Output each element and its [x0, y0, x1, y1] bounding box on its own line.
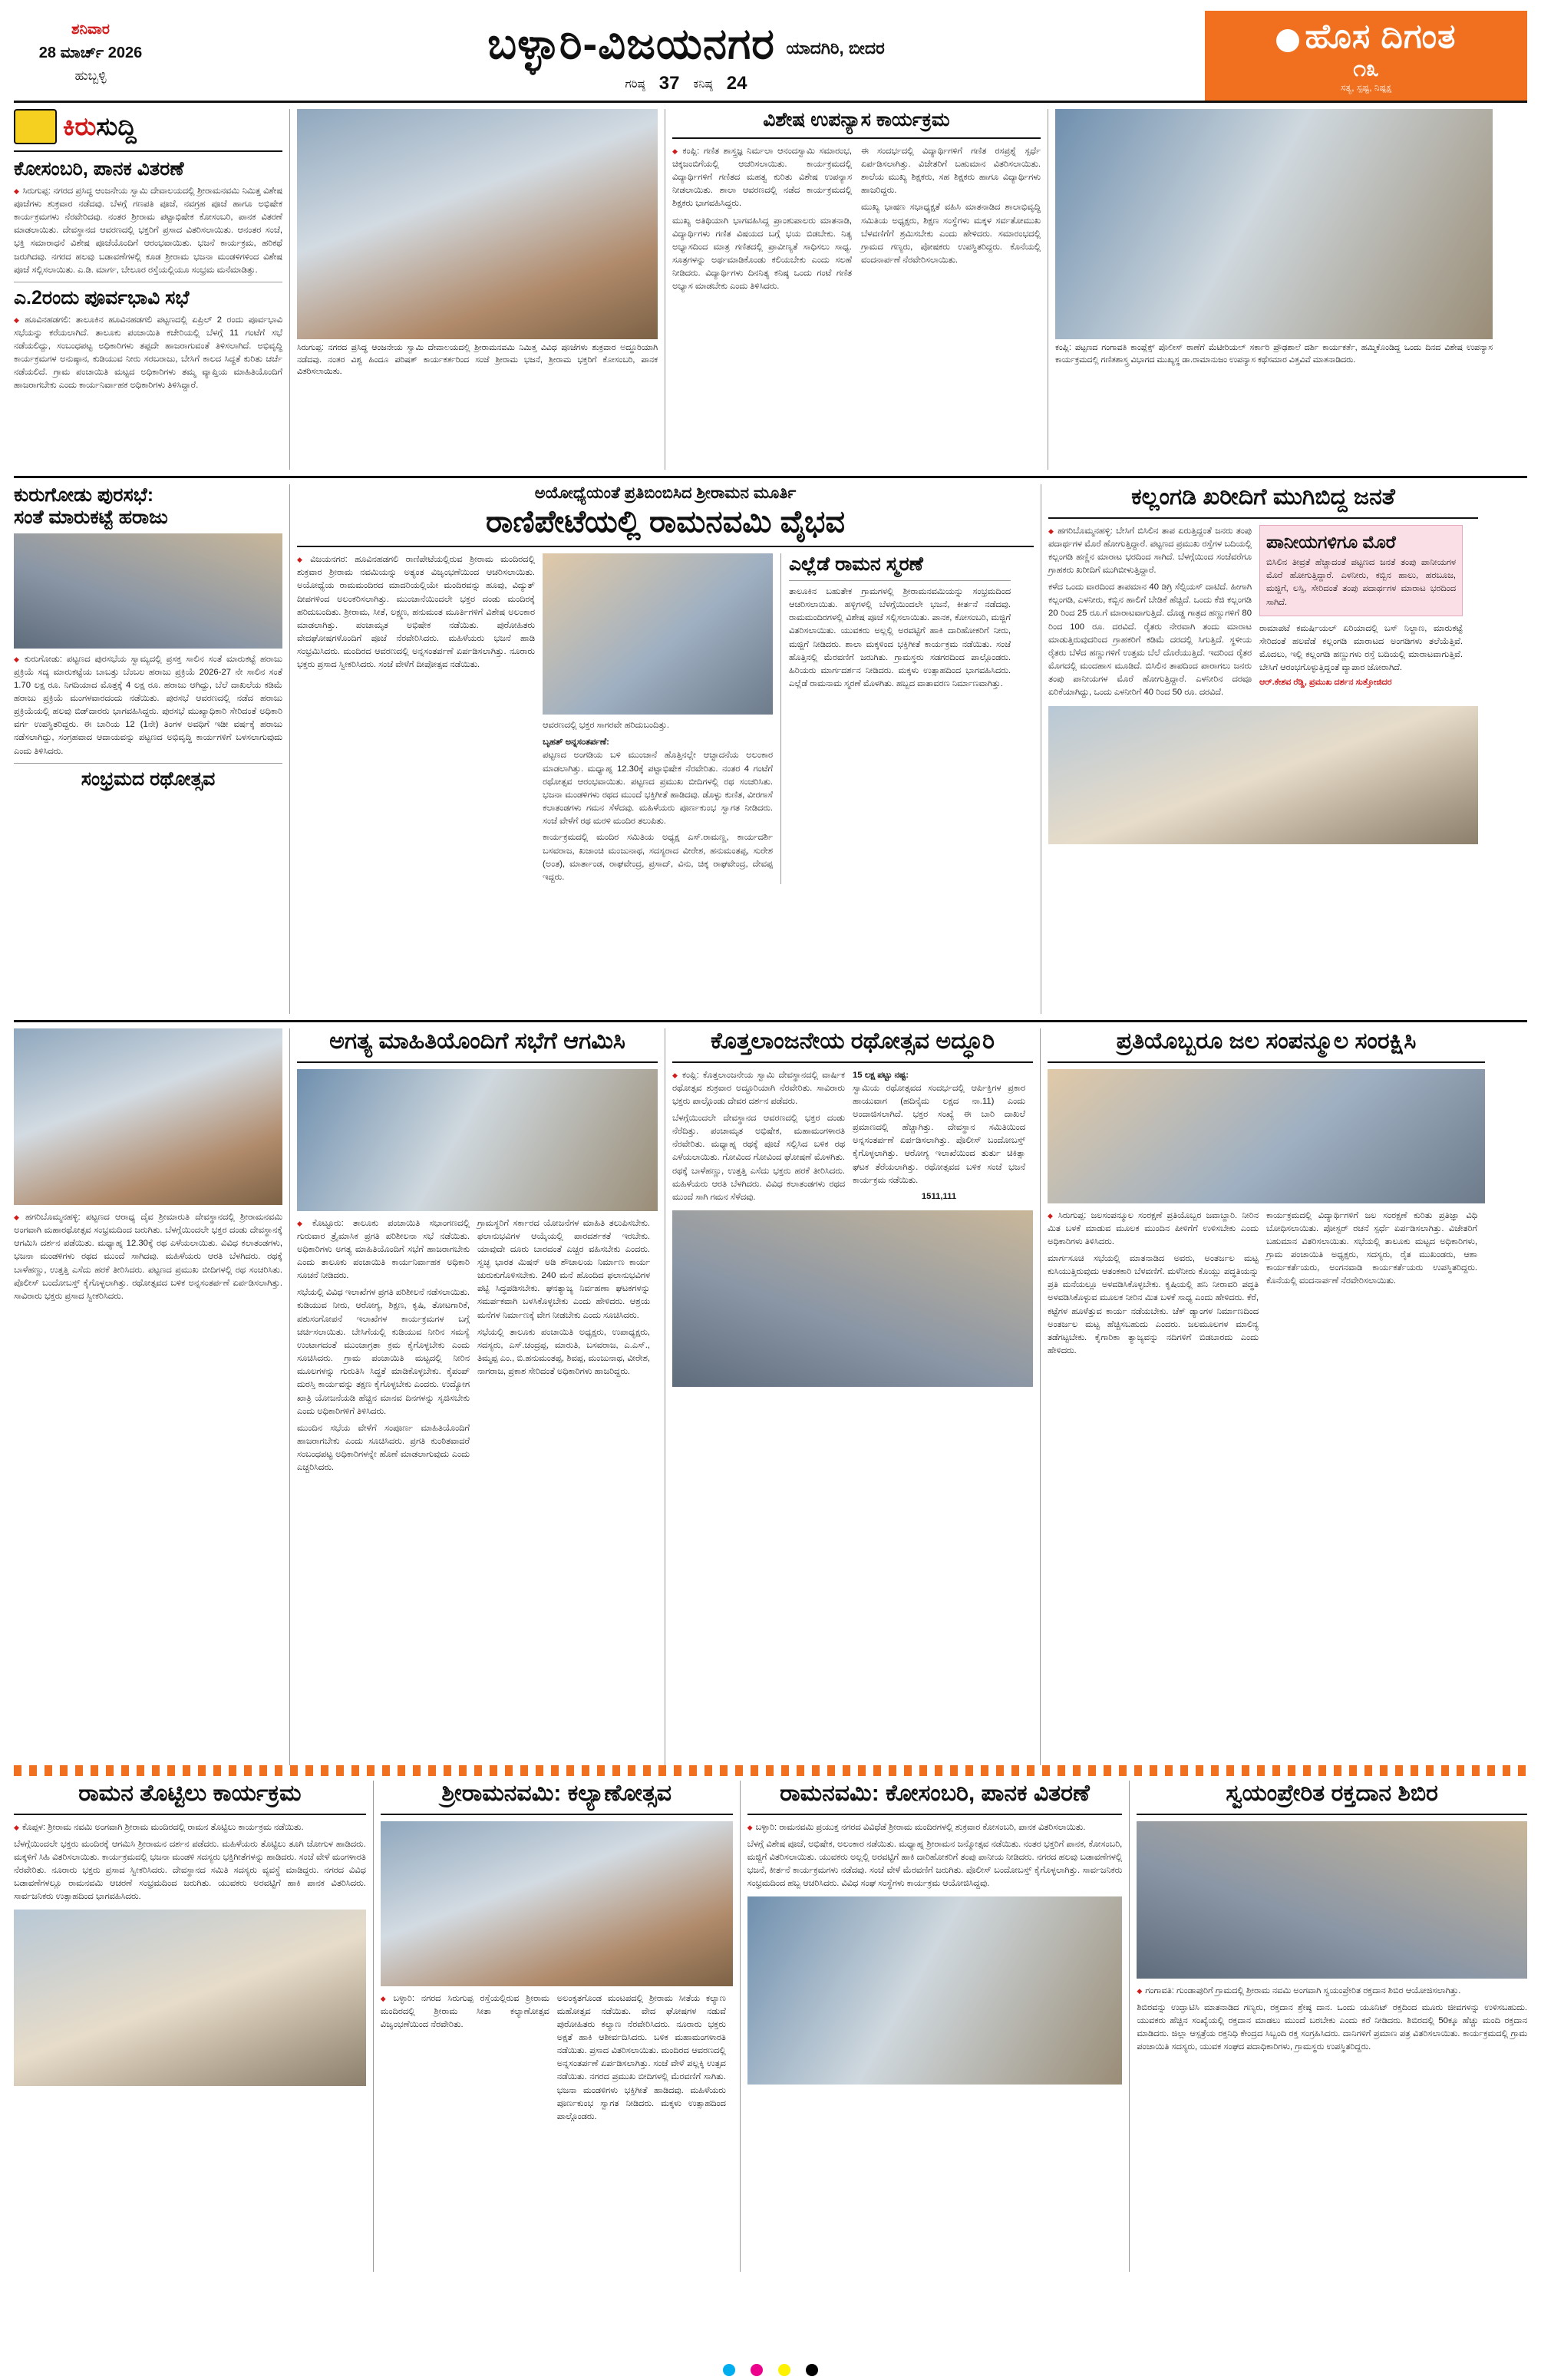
- rathotsava-subhead: 15 ಲಕ್ಷ ಪಟ್ಟು ನಷ್ಟ:: [853, 1070, 909, 1080]
- bottom-article-1: [14, 1781, 366, 2272]
- rama-col2-text2: ಕಾರ್ಯಕ್ರಮದಲ್ಲಿ ಮಂದಿರ ಸಮಿತಿಯ ಅಧ್ಯಕ್ಷ ಎಸ್.ರಾಮಣ್ಣ, ಕಾರ್ಯದರ್ಶಿ ಬಸವರಾಜ, ಖಜಾಂಚಿ ಮಂಜುನಾಥ, ಸದಸ್ಯರಾದ ವೀರೇಶ, ಹನುಮಂತಪ್ಪ, ಸುರೇಶ (ಅಂತ), ಮಾರ್ತಾಂಡ, ರಾಘವೇಂದ್ರ, ಪ್ರಸಾದ್, ವಿನು, ಚಿಕ್ಕ ರಾಘವೇಂದ್ರ, ದೇವಪ್ಪ ಇದ್ದರು.: [543, 833, 773, 882]
- sabhe-article: [297, 1028, 658, 1765]
- water-c1: ಮಾರ್ಗಸೂಚಿ ಸಭೆಯಲ್ಲಿ ಮಾತನಾಡಿದ ಅವರು, ಅಂತರ್ಜಲ ಮಟ್ಟ ಕುಸಿಯುತ್ತಿರುವುದು ಆತಂಕಕಾರಿ ಬೆಳವಣಿಗೆ. ಮಳೆನೀರು ಕೊಯ್ಲು ಪದ್ಧತಿಯನ್ನು ಪ್ರತಿ ಮನೆಯಲ್ಲೂ ಅಳವಡಿಸಿಕೊಳ್ಳಬೇಕು. ಕೃಷಿಯಲ್ಲಿ ಹನಿ ನೀರಾವರಿ ಪದ್ಧತಿ ಅಳವಡಿಸಿಕೊಳ್ಳುವ ಮೂಲಕ ನೀರಿನ ಮಿತ ಬಳಕೆ ಸಾಧ್ಯ ಎಂದು ಹೇಳಿದರು. ಕೆರೆ, ಕಟ್ಟೆಗಳ ಹೂಳೆತ್ತುವ ಕಾರ್ಯ ನಡೆಯಬೇಕು. ಚೆಕ್ ಡ್ಯಾಂಗಳ ನಿರ್ಮಾಣದಿಂದ ಅಂತರ್ಜಲ ಮಟ್ಟ ಹೆಚ್ಚಿಸಬಹುದು ಎಂದರು. ಜಲಮೂಲಗಳ ಮಾಲಿನ್ಯ ತಡೆಗಟ್ಟಬೇಕು. ಕೈಗಾರಿಕಾ ತ್ಯಾಜ್ಯವನ್ನು ನದಿಗಳಿಗೆ ಬಿಡಬಾರದು ಎಂದು ಹೇಳಿದರು.: [1048, 1253, 1259, 1356]
- rama-idol-photo: [543, 553, 773, 715]
- paniyagalu-box: [1259, 525, 1463, 616]
- kirusuddi-column: [14, 109, 282, 470]
- kirusuddi-column-2: [14, 484, 282, 1014]
- bottom-article-2: [381, 1781, 733, 2272]
- top-photo: [297, 109, 658, 339]
- upanyasa-headline: ವಿಶೇಷ ಉಪನ್ಯಾಸ ಕಾರ್ಯಕ್ರಮ: [763, 109, 950, 130]
- watermelon-headline: ಕಲ್ಲಂಗಡಿ ಖರೀದಿಗೆ ಮುಗಿಬಿದ್ದ ಜನತೆ: [1131, 484, 1395, 510]
- kirusuddi-brand-part1: ಕಿರು: [63, 111, 97, 140]
- bottom1-headline: ರಾಮನ ತೊಟ್ಟಿಲು ಕಾರ್ಯಕ್ರಮ: [78, 1781, 302, 1806]
- rathotsava-byline: ◆ ಕಂಪ್ಲಿ: ಕೊತ್ತಲಾಂಜನೇಯ ಸ್ವಾಮಿ ದೇವಸ್ಥಾನದಲ್ಲಿ ವಾರ್ಷಿಕ ರಥೋತ್ಸವ ಶುಕ್ರವಾರ ಅದ್ಧೂರಿಯಾಗಿ ನೆರವೇರಿತು. ಸಾವಿರಾರು ಭಕ್ತರು ಪಾಲ್ಗೊಂಡು ದೇವರ ದರ್ಶನ ಪಡೆದರು.: [672, 1069, 845, 1108]
- water-article: [1048, 1028, 1485, 1765]
- rathotsava-article: [672, 1028, 1033, 1765]
- masthead-city: ಹುಬ್ಬಳ್ಳಿ: [74, 68, 107, 83]
- bottom2-headline: ಶ್ರೀರಾಮನವಮಿ: ಕಲ್ಯಾಣೋತ್ಸವ: [441, 1781, 672, 1806]
- sabhe-c1b: ಮುಂದಿನ ಸಭೆಯ ವೇಳೆಗೆ ಸಂಪೂರ್ಣ ಮಾಹಿತಿಯೊಂದಿಗೆ ಹಾಜರಾಗಬೇಕು ಎಂದು ಸೂಚಿಸಿದರು. ಪ್ರಗತಿ ಕುಂಠಿತವಾದರೆ ಸಂಬಂಧಪಟ್ಟ ಅಧಿಕಾರಿಗಳನ್ನೇ ಹೊಣೆ ಮಾಡಲಾಗುವುದು ಎಂದು ಎಚ್ಚರಿಸಿದರು.: [297, 1423, 470, 1473]
- bottom2-photo: [381, 1821, 733, 1986]
- bottom4-photo: [1137, 1821, 1527, 1979]
- police-photo-block: [1055, 109, 1493, 470]
- kurugodu-photo: [14, 533, 282, 649]
- paniyagalu-text: ಬಿಸಿಲಿನ ತೀವ್ರತೆ ಹೆಚ್ಚಾದಂತೆ ಪಟ್ಟಣದ ಜನತೆ ತಂಪು ಪಾನೀಯಗಳ ಮೊರೆ ಹೋಗುತ್ತಿದ್ದಾರೆ. ಎಳನೀರು, ಕಬ್ಬಿನ ಹಾಲು, ಹರಬೂಜ, ಮಜ್ಜಿಗೆ, ಲಸ್ಸಿ, ಸೇರಿದಂತೆ ತಂಪು ಪದಾರ್ಥಗಳ ಮಾರಾಟ ಭರದಿಂದ ಸಾಗಿದೆ.: [1266, 558, 1456, 607]
- sabhe-byline: ◆ ಕೊಟ್ಟೂರು: ತಾಲೂಕು ಪಂಚಾಯಿತಿ ಸಭಾಂಗಣದಲ್ಲಿ ಗುರುವಾರ ತ್ರೈಮಾಸಿಕ ಪ್ರಗತಿ ಪರಿಶೀಲನಾ ಸಭೆ ನಡೆಯಿತು. ಅಧಿಕಾರಿಗಳು ಅಗತ್ಯ ಮಾಹಿತಿಯೊಂದಿಗೆ ಸಭೆಗೆ ಹಾಜರಾಗಬೇಕು ಎಂದು ತಾಲೂಕು ಪಂಚಾಯಿತಿ ಕಾರ್ಯನಿರ್ವಾಹಕ ಅಧಿಕಾರಿ ಸೂಚನೆ ನೀಡಿದರು.: [297, 1217, 470, 1283]
- black-dot: [806, 2364, 818, 2376]
- magenta-dot: [751, 2364, 763, 2376]
- bottom4-headline: ಸ್ವಯಂಪ್ರೇರಿತ ರಕ್ತದಾನ ಶಿಬಿರ: [1226, 1781, 1438, 1806]
- sabhe-photo: [297, 1069, 658, 1211]
- kurugodu-text: ◆ ಕುರುಗೋಡು: ಪಟ್ಟಣದ ಪುರಸಭೆಯ ಸ್ವಾಮ್ಯದಲ್ಲಿ ಪ್ರಸಕ್ತ ಸಾಲಿನ ಸಂತೆ ಮಾರುಕಟ್ಟೆ ಹರಾಜು ಪ್ರಕ್ರಿಯೆ ಸದ್ಯ ಮಾರುಕಟ್ಟೆಯ ಬಾಬತ್ತು ಬೆಂಬಲ ಹರಾಜು ಪ್ರಕ್ರಿಯೆ 2026-27 ನೇ ಸಾಲಿನ ಸಂತೆ 1.70 ಲಕ್ಷ ರೂ. ನಿಗದಿಯಾದ ಮೊತ್ತಕ್ಕೆ 4 ಲಕ್ಷ ರೂ. ಹರಾಜು ಆಗಿದ್ದು, ಬೆಲೆ ದಾಖಲೆಯ ಕಡಿಮೆ ಹರಾಜು ಪ್ರಕ್ರಿಯೆ ಮಂಗಳವಾರದಂದು ನಡೆಯಿತು. ಪುರಸಭೆ ಆವರಣದಲ್ಲಿ ನಡೆದ ಹರಾಜು ಪ್ರಕ್ರಿಯೆಯಲ್ಲಿ ಹಲವು ಬಿಡ್‌ದಾರರು ಭಾಗವಹಿಸಿದ್ದರು. ಪುರಸಭೆ ಮುಖ್ಯಾಧಿಕಾರಿ ಸೇರಿದಂತೆ ಅಧಿಕಾರಿ ವರ್ಗ ಉಪಸ್ಥಿತರಿದ್ದರು. ಈ ಬಾರಿಯ 12 (1ನೇ) ತಿಂಗಳ ಅವಧಿಗೆ ಇಡೀ ವರ್ಷಕ್ಕೆ ಹರಾಜು ನಡೆಸಲಾಗಿದ್ದು, ಸಂಗ್ರಹವಾದ ಆದಾಯವನ್ನು ಪಟ್ಟಣದ ಅಭಿವೃದ್ಧಿ ಕಾರ್ಯಗಳಿಗೆ ಬಳಸಲಾಗುವುದು ಎಂದು ತಿಳಿಸಿದರು.: [14, 653, 282, 758]
- page-subtitle: ಯಾದಗಿರಿ, ಬೀದರ: [786, 38, 885, 58]
- rama-kicker: ಅಯೋಧ್ಯೆಯಂತೆ ಪ್ರತಿಬಿಂಬಿಸಿದ ಶ್ರೀರಾಮನ ಮೂರ್ತಿ: [534, 484, 797, 502]
- cyan-dot: [723, 2364, 735, 2376]
- bottom-article-4: [1137, 1781, 1527, 2272]
- upanyasa-p1: ◆ ಕಂಪ್ಲಿ: ಗಣಿತ ಶಾಸ್ತ್ರಜ್ಞ ನಿರ್ಮಲಾ ಆನಂದಸ್ವಾಮಿ ಸಮಾರಂಭ, ಚಿಕ್ಕಜಂಬಿಗೆಯಲ್ಲಿ ಆಚರಿಸಲಾಯಿತು. ಕಾರ್ಯಕ್ರಮದಲ್ಲಿ ವಿದ್ಯಾರ್ಥಿಗಳಿಗೆ ಗಣಿತದ ಮಹತ್ವ ಕುರಿತು ವಿಶೇಷ ಉಪನ್ಯಾಸ ನೀಡಲಾಯಿತು. ಶಾಲಾ ಆವರಣದಲ್ಲಿ ನಡೆದ ಕಾರ್ಯಕ್ರಮದಲ್ಲಿ ಶಿಕ್ಷಕರು ಭಾಗವಹಿಸಿದ್ದರು.: [672, 145, 852, 211]
- bottom3-headline: ರಾಮನವಮಿ: ಕೋಸಂಬರಿ, ಪಾನಕ ವಿತರಣೆ: [780, 1781, 1090, 1806]
- weather-max-label: ಗರಿಷ್ಠ: [625, 77, 645, 91]
- yellow-dot: [778, 2364, 790, 2376]
- publication-logo[interactable]: [1205, 11, 1527, 101]
- rama-headline: ರಾಣಿಪೇಟೆಯಲ್ಲಿ ರಾಮನವಮಿ ವೈಭವ: [485, 505, 846, 540]
- watermelon-quote-author: ಆರ್.ಕೇಶವ ರೆಡ್ಡಿ, ಪ್ರಮುಖ ದರ್ಶನ ಸುತ್ತೋಜಿದರ: [1259, 678, 1392, 688]
- masthead: [14, 11, 1527, 103]
- hand-icon: [14, 109, 57, 144]
- bottom4-byline: ◆ ಗಂಗಾವತಿ: ಗುಂಡಾಪುರಿಗೆ ಗ್ರಾಮದಲ್ಲಿ ಶ್ರೀರಾಮ ನವಮಿ ಅಂಗವಾಗಿ ಸ್ವಯಂಪ್ರೇರಿತ ರಕ್ತದಾನ ಶಿಬಿರ ಆಯೋಜಿಸಲಾಗಿತ್ತು.: [1137, 1985, 1527, 1998]
- registration-marks: [0, 2360, 1541, 2380]
- sambrama-photo: [14, 1028, 282, 1205]
- sabhe-headline: ಅಗತ್ಯ ಮಾಹಿತಿಯೊಂದಿಗೆ ಸಭೆಗೆ ಆಗಮಿಸಿ: [329, 1028, 625, 1054]
- logo-tagline: ಸತ್ಯ, ಸ್ಪಷ್ಟ, ನಿಷ್ಪಕ್ಷ: [1340, 82, 1392, 93]
- bottom2-text: ಅಲಂಕೃತಗೊಂಡ ಮಂಟಪದಲ್ಲಿ ಶ್ರೀರಾಮ ಸೀತೆಯ ಕಲ್ಯಾಣ ಮಹೋತ್ಸವ ನಡೆಯಿತು. ವೇದ ಘೋಷಗಳ ನಡುವೆ ಪುರೋಹಿತರು ಕಲ್ಯಾಣ ನೆರವೇರಿಸಿದರು. ನೂರಾರು ಭಕ್ತರು ಅಕ್ಷತೆ ಹಾಕಿ ಆಶೀರ್ವದಿಸಿದರು. ಬಳಿಕ ಮಹಾಮಂಗಳಾರತಿ ನಡೆಯಿತು. ಪ್ರಸಾದ ವಿತರಿಸಲಾಯಿತು. ಮಂದಿರದ ಆವರಣದಲ್ಲಿ ಅನ್ನಸಂತರ್ಪಣೆ ಏರ್ಪಡಿಸಲಾಗಿತ್ತು. ಸಂಜೆ ವೇಳೆ ಪಲ್ಲಕ್ಕಿ ಉತ್ಸವ ನಡೆಯಿತು. ನಗರದ ಪ್ರಮುಖ ಬೀದಿಗಳಲ್ಲಿ ಮೆರವಣಿಗೆ ಸಾಗಿತು. ಭಜನಾ ಮಂಡಳಿಗಳು ಭಕ್ತಿಗೀತೆ ಹಾಡಿದವು. ಮಹಿಳೆಯರು ಪೂರ್ಣಕುಂಭ ಸ್ವಾಗತ ನೀಡಿದರು. ಮಕ್ಕಳು ಉತ್ಸಾಹದಿಂದ ಪಾಲ್ಗೊಂಡರು.: [556, 1993, 726, 2121]
- water-byline: ◆ ಸಿರುಗುಪ್ಪ: ಜಲಸಂಪನ್ಮೂಲ ಸಂರಕ್ಷಣೆ ಪ್ರತಿಯೊಬ್ಬರ ಜವಾಬ್ದಾರಿ. ನೀರಿನ ಮಿತ ಬಳಕೆ ಮಾಡುವ ಮೂಲಕ ಮುಂದಿನ ಪೀಳಿಗೆಗೆ ಉಳಿಸಬೇಕು ಎಂದು ಅಧಿಕಾರಿಗಳು ತಿಳಿಸಿದರು.: [1048, 1210, 1259, 1249]
- rathotsava-amount: 1511,111: [921, 1191, 957, 1201]
- masthead-dayname: ಶನಿವಾರ: [71, 21, 110, 38]
- kurugodu-headline-l2: ಸಂತೆ ಮಾರುಕಟ್ಟೆ ಹರಾಜು: [14, 506, 168, 528]
- rama-col2-text: ಪಟ್ಟಣದ ಅಂಗಡಿಯ ಬಳಿ ಮುಂಜಾನೆ ಹೊತ್ತಿನಲ್ಲೇ ಆಚ್ಛಾದನೆಯ ಅಲಂಕಾರ ಮಾಡಲಾಗಿತ್ತು. ಮಧ್ಯಾಹ್ನ 12.30ಕ್ಕೆ ಪಟ್ಟಾಭಿಷೇಕ ನೆರವೇರಿತು. ನಂತರ 4 ಗಂಟೆಗೆ ರಥೋತ್ಸವ ಆರಂಭವಾಯಿತು. ಪಟ್ಟಣದ ಪ್ರಮುಖ ಬೀದಿಗಳಲ್ಲಿ ರಥ ಸಂಚರಿಸಿತು. ಭಜನಾ ಮಂಡಳಿಗಳು ರಥದ ಮುಂದೆ ಭಕ್ತಿಗೀತೆ ಹಾಡಿದವು. ಡೊಳ್ಳು ಕುಣಿತ, ವೀರಗಾಸೆ ಕಲಾತಂಡಗಳು ಗಮನ ಸೆಳೆದವು. ಮಹಿಳೆಯರು ಪೂರ್ಣಕುಂಭ ಸ್ವಾಗತ ನೀಡಿದರು. ಸಂಜೆ ವೇಳೆಗೆ ರಥ ಮರಳಿ ಮಂದಿರ ತಲುಪಿತು.: [543, 751, 773, 827]
- bottom1-photo: [14, 1910, 366, 2086]
- rathotsava-small-headline: ಸಂಭ್ರಮದ ರಥೋತ್ಸವ: [81, 767, 216, 790]
- water-c2: ಕಾರ್ಯಕ್ರಮದಲ್ಲಿ ವಿದ್ಯಾರ್ಥಿಗಳಿಗೆ ಜಲ ಸಂರಕ್ಷಣೆ ಕುರಿತು ಪ್ರತಿಜ್ಞಾ ವಿಧಿ ಬೋಧಿಸಲಾಯಿತು. ಪೋಸ್ಟರ್ ರಚನೆ ಸ್ಪರ್ಧೆ ಏರ್ಪಡಿಸಲಾಗಿತ್ತು. ವಿಜೇತರಿಗೆ ಬಹುಮಾನ ವಿತರಿಸಲಾಯಿತು. ಸಭೆಯಲ್ಲಿ ತಾಲೂಕು ಮಟ್ಟದ ಅಧಿಕಾರಿಗಳು, ಗ್ರಾಮ ಪಂಚಾಯಿತಿ ಅಧ್ಯಕ್ಷರು, ಸದಸ್ಯರು, ರೈತ ಮುಖಂಡರು, ಆಶಾ ಕಾರ್ಯಕರ್ತೆಯರು, ಅಂಗನವಾಡಿ ಕಾರ್ಯಕರ್ತೆಯರು ಉಪಸ್ಥಿತರಿದ್ದರು. ಕೊನೆಯಲ್ಲಿ ವಂದನಾರ್ಪಣೆ ನೆರವೇರಿಸಲಾಯಿತು.: [1266, 1210, 1477, 1286]
- police-photo-caption: ಕಂಪ್ಲಿ: ಪಟ್ಟಣದ ಗಂಗಾವತಿ ಕಾಂಪ್ಲೆಕ್ಸ್ ಪೊಲೀಸ್ ಠಾಣೆಗೆ ಮೆಟೀರಿಯಲ್ ಸರ್ಕಾರಿ ಪ್ರೌಢಶಾಲೆ ದರ್ಶಿ ಕಾರ್ಯಕರ್ತೆ, ಹಮ್ಮಿಕೊಂಡಿದ್ದ ಒಂದು ದಿನದ ವಿಶೇಷ ಉಪನ್ಯಾಸ ಕಾರ್ಯಕ್ರಮದಲ್ಲಿ ಗಣಿತಶಾಸ್ತ್ರ ವಿಭಾಗದ ಮುಖ್ಯಸ್ಥ ಡಾ.ರಾಮಾನುಜಂ ಉಪನ್ಯಾಸ ಕಥೆಸಮಾರ ವಿತ್ತವಿವೆ ಮಾತನಾಡಿದರು.: [1055, 343, 1493, 365]
- sambrama-column: [14, 1028, 282, 1765]
- sabhe-c2: ಗ್ರಾಮಸ್ಥರಿಗೆ ಸರ್ಕಾರದ ಯೋಜನೆಗಳ ಮಾಹಿತಿ ತಲುಪಿಸಬೇಕು. ಫಲಾನುಭವಿಗಳ ಆಯ್ಕೆಯಲ್ಲಿ ಪಾರದರ್ಶಕತೆ ಇರಬೇಕು. ಯಾವುದೇ ದೂರು ಬಾರದಂತೆ ಎಚ್ಚರ ವಹಿಸಬೇಕು ಎಂದರು. ಸ್ವಚ್ಛ ಭಾರತ ಮಿಷನ್ ಅಡಿ ಶೌಚಾಲಯ ನಿರ್ಮಾಣ ಕಾರ್ಯ ಚುರುಕುಗೊಳಿಸಬೇಕು. 240 ಮನೆ ಹೊಂದಿದ ಫಲಾನುಭವಿಗಳ ಪಟ್ಟಿ ಸಿದ್ಧಪಡಿಸಬೇಕು. ಘನತ್ಯಾಜ್ಯ ನಿರ್ವಹಣಾ ಘಟಕಗಳನ್ನು ಸಮರ್ಪಕವಾಗಿ ಬಳಸಿಕೊಳ್ಳಬೇಕು ಎಂದು ಹೇಳಿದರು. ಆಶ್ರಯ ಮನೆಗಳ ನಿರ್ಮಾಣಕ್ಕೆ ವೇಗ ನೀಡಬೇಕು ಎಂದು ಸೂಚಿಸಿದರು.: [477, 1218, 650, 1320]
- watermelon-byline: ◆ ಹಗರಿಬೊಮ್ಮನಹಳ್ಳಿ: ಬೇಸಿಗೆ ಬಿಸಿಲಿನ ತಾಪ ಏರುತ್ತಿದ್ದಂತೆ ಜನರು ತಂಪು ಪದಾರ್ಥಗಳ ಮೊರೆ ಹೋಗುತ್ತಿದ್ದಾರೆ. ಪಟ್ಟಣದ ಪ್ರಮುಖ ರಸ್ತೆಗಳ ಬದಿಯಲ್ಲಿ ಕಲ್ಲಂಗಡಿ ಹಣ್ಣಿನ ಮಾರಾಟ ಭರದಿಂದ ಸಾಗಿದೆ. ಬೆಳಗ್ಗೆಯಿಂದ ಸಂಜೆವರೆಗೂ ಗ್ರಾಹಕರು ಖರೀದಿಗೆ ಮುಗಿಬೀಳುತ್ತಿದ್ದಾರೆ.: [1048, 525, 1252, 578]
- bottom1-text: ಬೆಳಗ್ಗೆಯಿಂದಲೇ ಭಕ್ತರು ಮಂದಿರಕ್ಕೆ ಆಗಮಿಸಿ ಶ್ರೀರಾಮನ ದರ್ಶನ ಪಡೆದರು. ಮಹಿಳೆಯರು ತೊಟ್ಟಿಲು ತೂಗಿ ಜೋಗುಳ ಹಾಡಿದರು. ಮಕ್ಕಳಿಗೆ ಸಿಹಿ ವಿತರಿಸಲಾಯಿತು. ಕಾರ್ಯಕ್ರಮದಲ್ಲಿ ಭಜನಾ ಮಂಡಳಿ ಸದಸ್ಯರು ಭಕ್ತಿಗೀತೆಗಳನ್ನು ಹಾಡಿದರು. ಸಂಜೆ ವೇಳೆ ಮಂಗಳಾರತಿ ನೆರವೇರಿತು. ನೂರಾರು ಭಕ್ತರು ಪ್ರಸಾದ ಸ್ವೀಕರಿಸಿದರು. ದೇವಸ್ಥಾನದ ಸಮಿತಿ ಸದಸ್ಯರು ವ್ಯವಸ್ಥೆ ಮಾಡಿದ್ದರು. ನಗರದ ವಿವಿಧ ಬಡಾವಣೆಗಳಲ್ಲೂ ರಾಮನವಮಿ ಆಚರಣೆ ಸಂಭ್ರಮದಿಂದ ಜರುಗಿತು. ಯುವಕರು ಅರವಟ್ಟಿಗೆ ಹಾಕಿ ಪಾನಕ ವಿತರಿಸಿದರು. ಸಾರ್ವಜನಿಕರು ಉತ್ಸಾಹದಿಂದ ಭಾಗವಹಿಸಿದರು.: [14, 1839, 366, 1902]
- rathotsava-c2: ಸ್ವಾಮಿಯ ರಥೋತ್ಸವದ ಸಂದರ್ಭದಲ್ಲಿ ಆರ್ಪಿಕ್ತಿಗಳ ಪ್ರಕಾರ ಹಾಯುವಾಗ (ಹದಿನೈದು ಲಕ್ಷದ ನಾ.11) ಎಂದು ಅಂದಾಜಿಸಲಾಗಿದೆ. ಭಕ್ತರ ಸಂಖ್ಯೆ ಈ ಬಾರಿ ದಾಖಲೆ ಪ್ರಮಾಣದಲ್ಲಿ ಹೆಚ್ಚಾಗಿತ್ತು. ದೇವಸ್ಥಾನ ಸಮಿತಿಯಿಂದ ಅನ್ನಸಂತರ್ಪಣೆ ಏರ್ಪಡಿಸಲಾಗಿತ್ತು. ಪೊಲೀಸ್ ಬಂದೋಬಸ್ತ್ ಕೈಗೊಳ್ಳಲಾಗಿತ್ತು. ಆರೋಗ್ಯ ಇಲಾಖೆಯಿಂದ ತುರ್ತು ಚಿಕಿತ್ಸಾ ಘಟಕ ತೆರೆಯಲಾಗಿತ್ತು. ರಥೋತ್ಸವದ ಬಳಿಕ ಸಂಜೆ ಭಜನೆ ಕಾರ್ಯಕ್ರಮ ನಡೆಯಿತು.: [853, 1083, 1025, 1185]
- top-photo-caption: ಸಿರುಗುಪ್ಪ: ನಗರದ ಪ್ರಸಿದ್ಧ ಆಂಜನೇಯ ಸ್ವಾಮಿ ದೇವಾಲಯದಲ್ಲಿ ಶ್ರೀರಾಮನವಮಿ ನಿಮಿತ್ತ ವಿವಿಧ ಪೂಜೆಗಳು ಶುಕ್ರವಾರ ಅದ್ಧೂರಿಯಾಗಿ ನಡೆದವು. ನಂತರ ವಿಶ್ವ ಹಿಂದೂ ಪರಿಷತ್ ಕಾರ್ಯಕರ್ತರಿಂದ ಸಂಜೆ ಶ್ರೀರಾಮ ಭಜನೆ, ಶ್ರೀರಾಮ ಭಕ್ತರಿಗೆ ಕೋಸಂಬರಿ, ಪಾನಕ ವಿತರಿಸಲಾಯಿತು.: [297, 343, 658, 377]
- logo-edition: ೧೩: [1353, 56, 1379, 81]
- page-title: ಬಳ್ಳಾರಿ-ವಿಜಯನಗರ: [487, 19, 775, 68]
- kirusuddi-item2-text: ◆ ಹೂವಿನಹಡಗಲಿ: ತಾಲೂಕಿನ ಹೂವಿನಹಡಗಲಿ ಪಟ್ಟಣದಲ್ಲಿ ಏಪ್ರಿಲ್ 2 ರಂದು ಪೂರ್ವಭಾವಿ ಸಭೆಯನ್ನು ಕರೆಯಲಾಗಿದೆ. ತಾಲೂಕು ಪಂಚಾಯಿತಿ ಕಚೇರಿಯಲ್ಲಿ ಬೆಳಗ್ಗೆ 11 ಗಂಟೆಗೆ ಸಭೆ ನಡೆಯಲಿದ್ದು, ಸಂಬಂಧಪಟ್ಟ ಅಧಿಕಾರಿಗಳು ತಪ್ಪದೇ ಹಾಜರಾಗುವಂತೆ ತಿಳಿಸಲಾಗಿದೆ. ಅಭಿವೃದ್ಧಿ ಕಾರ್ಯಕ್ರಮಗಳ ಅನುಷ್ಠಾನ, ಕುಡಿಯುವ ನೀರು ಸರಬರಾಜು, ಬೇಸಿಗೆ ಕಾಲದ ಸಿದ್ಧತೆ ಕುರಿತು ಚರ್ಚೆ ನಡೆಯಲಿದೆ. ಗ್ರಾಮ ಪಂಚಾಯಿತಿ ಮಟ್ಟದ ಅಧಿಕಾರಿಗಳು ತಮ್ಮ ವ್ಯಾಪ್ತಿಯ ಮಾಹಿತಿಯೊಂದಿಗೆ ಹಾಜರಾಗಬೇಕು ಎಂದು ಕಾರ್ಯನಿರ್ವಾಹಕ ಅಧಿಕಾರಿಗಳು ತಿಳಿಸಿದ್ದಾರೆ.: [14, 314, 282, 393]
- ellede-box-headline: ಎಲ್ಲೆಡೆ ರಾಮನ ಸ್ಮರಣೆ: [789, 553, 923, 576]
- upanyasa-p3: ಈ ಸಂದರ್ಭದಲ್ಲಿ ವಿದ್ಯಾರ್ಥಿಗಳಿಗೆ ಗಣಿತ ರಸಪ್ರಶ್ನೆ ಸ್ಪರ್ಧೆ ಏರ್ಪಡಿಸಲಾಗಿತ್ತು. ವಿಜೇತರಿಗೆ ಬಹುಮಾನ ವಿತರಿಸಲಾಯಿತು. ಶಾಲೆಯ ಮುಖ್ಯ ಶಿಕ್ಷಕರು, ಸಹ ಶಿಕ್ಷಕರು ಹಾಗೂ ವಿದ್ಯಾರ್ಥಿಗಳು ಹಾಜರಿದ್ದರು.: [861, 146, 1041, 196]
- water-headline: ಪ್ರತಿಯೊಬ್ಬರೂ ಜಲ ಸಂಪನ್ಮೂಲ ಸಂರಕ್ಷಿಸಿ: [1116, 1028, 1417, 1054]
- kurugodu-headline-l1: ಕುರುಗೋಡು ಪುರಸಭೆ:: [14, 484, 154, 506]
- rama-col1-text: ◆ ವಿಜಯನಗರ: ಹೂವಿನಹಡಗಲಿ ರಾಣಿಪೇಟೆಯಲ್ಲಿರುವ ಶ್ರೀರಾಮ ಮಂದಿರದಲ್ಲಿ ಶುಕ್ರವಾರ ಶ್ರೀರಾಮ ನವಮಿಯನ್ನು ಅತ್ಯಂತ ವಿಜೃಂಭಣೆಯಿಂದ ಆಚರಿಸಲಾಯಿತು. ಅಯೋಧ್ಯೆಯ ರಾಮಮಂದಿರದ ಮಾದರಿಯಲ್ಲಿಯೇ ಮಂದಿರವನ್ನು ಹೂವು, ವಿದ್ಯುತ್ ದೀಪಗಳಿಂದ ಅಲಂಕರಿಸಲಾಗಿತ್ತು. ಮುಂಜಾನೆಯಿಂದಲೇ ಭಕ್ತರ ದಂಡು ಮಂದಿರಕ್ಕೆ ಹರಿದುಬಂದಿತು. ಶ್ರೀರಾಮ, ಸೀತೆ, ಲಕ್ಷ್ಮಣ, ಹನುಮಂತ ಮೂರ್ತಿಗಳಿಗೆ ವಿಶೇಷ ಅಲಂಕಾರ ಮಾಡಲಾಗಿತ್ತು. ಪಂಚಾಮೃತ ಅಭಿಷೇಕ ನಡೆಯಿತು. ಪುರೋಹಿತರು ವೇದಘೋಷಗಳೊಂದಿಗೆ ಪೂಜೆ ನೆರವೇರಿಸಿದರು. ಮಹಿಳೆಯರು ಭಜನೆ ಹಾಡಿ ಸಂಭ್ರಮಿಸಿದರು. ಮಂದಿರದ ಆವರಣದಲ್ಲಿ ಅನ್ನಸಂತರ್ಪಣೆ ಏರ್ಪಡಿಸಲಾಗಿತ್ತು. ನೂರಾರು ಭಕ್ತರು ಪ್ರಸಾದ ಸ್ವೀಕರಿಸಿದರು. ಸಂಜೆ ವೇಳೆಗೆ ದೀಪೋತ್ಸವ ನಡೆಯಿತು.: [297, 553, 535, 672]
- kirusuddi-item2-headline: ಎ.2ರಂದು ಪೂರ್ವಭಾವಿ ಸಭೆ: [14, 286, 190, 309]
- ellede-box-text: ತಾಲೂಕಿನ ಬಹುತೇಕ ಗ್ರಾಮಗಳಲ್ಲಿ ಶ್ರೀರಾಮನವಮಿಯನ್ನು ಸಂಭ್ರಮದಿಂದ ಆಚರಿಸಲಾಯಿತು. ಹಳ್ಳಿಗಳಲ್ಲಿ ಬೆಳಗ್ಗೆಯಿಂದಲೇ ಭಜನೆ, ಕೀರ್ತನೆ ನಡೆದವು. ರಾಮಮಂದಿರಗಳಲ್ಲಿ ವಿಶೇಷ ಪೂಜೆ ಸಲ್ಲಿಸಲಾಯಿತು. ಪಾನಕ, ಕೋಸಂಬರಿ, ಮಜ್ಜಿಗೆ ವಿತರಿಸಲಾಯಿತು. ಯುವಕರು ಅಲ್ಲಲ್ಲಿ ಅರವಟ್ಟಿಗೆ ಹಾಕಿ ದಾರಿಹೋಕರಿಗೆ ನೀರು, ಮಜ್ಜಿಗೆ ನೀಡಿದರು. ಶಾಲಾ ಮಕ್ಕಳಿಂದ ಭಕ್ತಿಗೀತೆ ಕಾರ್ಯಕ್ರಮ ನಡೆಯಿತು. ಸಂಜೆ ಹೊತ್ತಿನಲ್ಲಿ ಮೆರವಣಿಗೆ ಜರುಗಿತು. ಗ್ರಾಮಸ್ಥರು ಸಡಗರದಿಂದ ಪಾಲ್ಗೊಂಡರು. ಹಿರಿಯರು ಮಾರ್ಗದರ್ಶನ ನೀಡಿದರು. ಮಕ್ಕಳು ಉತ್ಸಾಹದಿಂದ ಭಾಗವಹಿಸಿದರು. ಎಲ್ಲೆಡೆ ರಾಮನಾಮ ಸ್ಮರಣೆ ಮೊಳಗಿತು. ಹಬ್ಬದ ವಾತಾವರಣ ನಿರ್ಮಾಣವಾಗಿತ್ತು.: [789, 586, 1011, 688]
- paniyagalu-headline: ಪಾನೀಯಗಳಿಗೂ ಮೊರೆ: [1266, 531, 1396, 552]
- weather-max-value: 37: [658, 73, 680, 94]
- masthead-date-block: [14, 11, 167, 101]
- kirusuddi-item1-text: ◆ ಸಿರುಗುಪ್ಪ: ನಗರದ ಪ್ರಸಿದ್ಧ ಆಂಜನೇಯ ಸ್ವಾಮಿ ದೇವಾಲಯದಲ್ಲಿ ಶ್ರೀರಾಮನವಮಿ ನಿಮಿತ್ತ ವಿಶೇಷ ಪೂಜೆಗಳು ಶುಕ್ರವಾರ ನಡೆದವು. ಬೆಳಗ್ಗೆ ಗಣಪತಿ ಪೂಜೆ, ನವಗ್ರಹ ಪೂಜೆ ಹಾಗೂ ಅಭಿಷೇಕ ಕಾರ್ಯಕ್ರಮಗಳು ನೆರವೇರಿದವು. ನಂತರ ಶ್ರೀರಾಮ ಪಟ್ಟಾಭಿಷೇಕ ಕೋಸಂಬರಿ, ಪಾನಕ ವಿತರಣೆ ಮಾಡಲಾಯಿತು. ದೇವಸ್ಥಾನದ ಆವರಣದಲ್ಲಿ ಭಕ್ತರಿಗೆ ಪ್ರಸಾದ ವಿತರಿಸಲಾಯಿತು. ಆನಂತರ ಸಂಜೆ, ಭಕ್ತಿ ಸಮಾರಾಧನೆ ವಿಶೇಷ ಪೂಜೆಯೊಂದಿಗೆ ಆರಂಭವಾಯಿತು. ಭಜನೆ ಕಾರ್ಯಕ್ರಮ, ಹರಿಕಥೆ ಜರುಗಿದವು. ನಗರದ ಹಲವು ಬಡಾವಣೆಗಳಲ್ಲಿ ಕೂಡ ಶ್ರೀರಾಮ ಭಜನಾ ಮಂಡಳಿಗಳಿಂದ ವಿಶೇಷ ಪೂಜೆ ಸಲ್ಲಿಸಲಾಯಿತು. ಎ.ಡಿ. ಮಾರ್ಗ, ಬೇಲೂರ ರಸ್ತೆಯಲ್ಲಿಯೂ ಸಂಭ್ರಮ ಮನೆಮಾಡಿತ್ತು.: [14, 185, 282, 277]
- watermelon-text: ಕಳೆದ ಒಂದು ವಾರದಿಂದ ತಾಪಮಾನ 40 ಡಿಗ್ರಿ ಸೆಲ್ಸಿಯಸ್ ದಾಟಿದೆ. ಹೀಗಾಗಿ ಕಲ್ಲಂಗಡಿ, ಎಳನೀರು, ಕಬ್ಬಿನ ಹಾಲಿಗೆ ಬೇಡಿಕೆ ಹೆಚ್ಚಿದೆ. ಒಂದು ಕೆಜಿ ಕಲ್ಲಂಗಡಿ 20 ರಿಂದ 25 ರೂ.ಗೆ ಮಾರಾಟವಾಗುತ್ತಿದೆ. ದೊಡ್ಡ ಗಾತ್ರದ ಹಣ್ಣುಗಳಿಗೆ 80 ರಿಂದ 100 ರೂ. ದರವಿದೆ. ರೈತರು ನೇರವಾಗಿ ತಂದು ಮಾರಾಟ ಮಾಡುತ್ತಿರುವುದರಿಂದ ಗ್ರಾಹಕರಿಗೆ ಕಡಿಮೆ ದರದಲ್ಲಿ ಸಿಗುತ್ತಿದೆ. ಸ್ಥಳೀಯ ರೈತರು ಬೆಳೆದ ಹಣ್ಣುಗಳಿಗೆ ಉತ್ತಮ ಬೆಲೆ ದೊರೆಯುತ್ತಿದೆ. ಇದರಿಂದ ರೈತರ ಮೊಗದಲ್ಲಿ ಮಂದಹಾಸ ಮೂಡಿದೆ. ಬಿಸಿಲಿನ ತಾಪದಿಂದ ಪಾರಾಗಲು ಜನರು ತಂಪು ಪಾನೀಯಗಳ ಮೊರೆ ಹೋಗುತ್ತಿದ್ದಾರೆ. ಎಳನೀರಿನ ದರವೂ ಏರಿಕೆಯಾಗಿದ್ದು, ಒಂದು ಎಳನೀರಿಗೆ 40 ರಿಂದ 50 ರೂ. ದರವಿದೆ.: [1048, 583, 1252, 698]
- sabhe-c2b: ಸಭೆಯಲ್ಲಿ ತಾಲೂಕು ಪಂಚಾಯಿತಿ ಅಧ್ಯಕ್ಷರು, ಉಪಾಧ್ಯಕ್ಷರು, ಸದಸ್ಯರು, ಎಸ್.ಚಂದ್ರಪ್ಪ, ಮಾರುತಿ, ಬಸವರಾಜ, ಎ.ಎಸ್., ತಿಮ್ಮಪ್ಪ ಎಂ., ಬಿ.ಹನುಮಂತಪ್ಪ, ಶಿವಪ್ಪ, ಮಂಜುನಾಥ, ವೀರೇಶ, ನಾಗರಾಜ, ಪ್ರಕಾಶ ಸೇರಿದಂತೆ ಅಧಿಕಾರಿಗಳು ಹಾಜರಿದ್ದರು.: [477, 1327, 650, 1377]
- upanyasa-p2: ಮುಖ್ಯ ಅತಿಥಿಯಾಗಿ ಭಾಗವಹಿಸಿದ್ದ ಪ್ರಾಂಶುಪಾಲರು ಮಾತನಾಡಿ, ವಿದ್ಯಾರ್ಥಿಗಳು ಗಣಿತ ವಿಷಯದ ಬಗ್ಗೆ ಭಯ ಬಿಡಬೇಕು. ನಿತ್ಯ ಅಭ್ಯಾಸದಿಂದ ಮಾತ್ರ ಗಣಿತದಲ್ಲಿ ಪ್ರಾವೀಣ್ಯತೆ ಸಾಧಿಸಲು ಸಾಧ್ಯ. ಸೂತ್ರಗಳನ್ನು ಅರ್ಥಮಾಡಿಕೊಂಡು ಕಲಿಯಬೇಕು ಎಂದು ಸಲಹೆ ನೀಡಿದರು. ವಿದ್ಯಾರ್ಥಿಗಳು ದಿನನಿತ್ಯ ಕನಿಷ್ಠ ಒಂದು ಗಂಟೆ ಗಣಿತ ಅಭ್ಯಾಸ ಮಾಡಬೇಕು ಎಂದು ತಿಳಿಸಿದರು.: [672, 216, 852, 292]
- top-photo-block: [297, 109, 658, 470]
- sambrama-text: ◆ ಹಗರಿಬೊಮ್ಮನಹಳ್ಳಿ: ಪಟ್ಟಣದ ಆರಾಧ್ಯ ದೈವ ಶ್ರೀಮಾರುತಿ ದೇವಸ್ಥಾನದಲ್ಲಿ ಶ್ರೀರಾಮನವಮಿ ಅಂಗವಾಗಿ ಮಹಾರಥೋತ್ಸವ ಸಂಭ್ರಮದಿಂದ ಜರುಗಿತು. ಬೆಳಗ್ಗೆಯಿಂದಲೇ ಭಕ್ತರ ದಂಡು ದೇವಸ್ಥಾನಕ್ಕೆ ಆಗಮಿಸಿ ದರ್ಶನ ಪಡೆಯಿತು. ಮಧ್ಯಾಹ್ನ 12.30ಕ್ಕೆ ರಥ ಎಳೆಯಲಾಯಿತು. ವಿವಿಧ ಕಲಾತಂಡಗಳು, ಭಜನಾ ಮಂಡಳಿಗಳು ರಥದ ಮುಂದೆ ಸಾಗಿದವು. ಮಹಿಳೆಯರು ಆರತಿ ಬೆಳಗಿದರು. ರಥಕ್ಕೆ ಬಾಳೆಹಣ್ಣು, ಉತ್ತತ್ತಿ ಎಸೆದು ಹರಕೆ ತೀರಿಸಿದರು. ಪಟ್ಟಣದ ಪ್ರಮುಖ ಬೀದಿಗಳಲ್ಲಿ ರಥ ಸಂಚರಿಸಿತು. ಪೊಲೀಸ್ ಬಂದೋಬಸ್ತ್ ಕೈಗೊಳ್ಳಲಾಗಿತ್ತು. ರಥೋತ್ಸವದ ಬಳಿಕ ಅನ್ನಸಂತರ್ಪಣೆ ಏರ್ಪಡಿಸಲಾಗಿತ್ತು. ಸಾವಿರಾರು ಭಕ್ತರು ಪ್ರಸಾದ ಸ್ವೀಕರಿಸಿದರು.: [14, 1211, 282, 1303]
- bottom-article-3: [747, 1781, 1123, 2272]
- kirusuddi-item1-headline: ಕೋಸಂಬರಿ, ಪಾನಕ ವಿತರಣೆ: [14, 158, 184, 180]
- upanyasa-article: [672, 109, 1041, 470]
- rama-col2-caption: ಆವರಣದಲ್ಲಿ ಭಕ್ತರ ಸಾಗರವೇ ಹರಿದುಬಂದಿತ್ತು.: [543, 721, 670, 731]
- decorative-stripe: [14, 1765, 1527, 1776]
- weather-min-value: 24: [726, 73, 747, 94]
- bottom4-text: ಶಿಬಿರವನ್ನು ಉದ್ಘಾಟಿಸಿ ಮಾತನಾಡಿದ ಗಣ್ಯರು, ರಕ್ತದಾನ ಶ್ರೇಷ್ಠ ದಾನ. ಒಂದು ಯೂನಿಟ್ ರಕ್ತದಿಂದ ಮೂರು ಜೀವಗಳನ್ನು ಉಳಿಸಬಹುದು. ಯುವಕರು ಹೆಚ್ಚಿನ ಸಂಖ್ಯೆಯಲ್ಲಿ ರಕ್ತದಾನ ಮಾಡಲು ಮುಂದೆ ಬರಬೇಕು ಎಂದು ಕರೆ ನೀಡಿದರು. ಶಿಬಿರದಲ್ಲಿ 50ಕ್ಕೂ ಹೆಚ್ಚು ಮಂದಿ ರಕ್ತದಾನ ಮಾಡಿದರು. ಜಿಲ್ಲಾ ಆಸ್ಪತ್ರೆಯ ರಕ್ತನಿಧಿ ಕೇಂದ್ರದ ಸಿಬ್ಬಂದಿ ರಕ್ತ ಸಂಗ್ರಹಿಸಿದರು. ದಾನಿಗಳಿಗೆ ಪ್ರಮಾಣ ಪತ್ರ ವಿತರಿಸಲಾಯಿತು. ಕಾರ್ಯಕ್ರಮದಲ್ಲಿ ಗ್ರಾಮ ಪಂಚಾಯಿತಿ ಸದಸ್ಯರು, ಯುವಕ ಸಂಘದ ಪದಾಧಿಕಾರಿಗಳು, ಗ್ರಾಮಸ್ಥರು ಉಪಸ್ಥಿತರಿದ್ದರು.: [1137, 2002, 1527, 2052]
- rathotsava-headline: ಕೊತ್ತಲಾಂಜನೇಯ ರಥೋತ್ಸವ ಅದ್ಧೂರಿ: [711, 1028, 995, 1054]
- watermelon-quote: ರಾಮಾಪಟೆ ಕಮರ್ಷಿಯಲ್ ಏರಿಯಾದಲ್ಲಿ ಬಸ್ ನಿಲ್ದಾಣ, ಮಾರುಕಟ್ಟೆ ಸೇರಿದಂತೆ ಹಲವೆಡೆ ಕಲ್ಲಂಗಡಿ ಮಾರಾಟದ ಅಂಗಡಿಗಳು ತಲೆಯೆತ್ತಿವೆ. ಮೊದಲು, ಇಲ್ಲಿ ಕಲ್ಲಂಗಡಿ ಹಣ್ಣುಗಳು ರಸ್ತೆ ಬದಿಯಲ್ಲಿ ಮಾರಾಟವಾಗುತ್ತಿವೆ. ಬೇಸಿಗೆ ಆರಂಭಗೊಳ್ಳುತ್ತಿದ್ದಂತೆ ವ್ಯಾಪಾರ ಜೋರಾಗಿದೆ.: [1259, 623, 1463, 673]
- rathotsava-photo: [672, 1210, 1033, 1387]
- bottom1-byline: ◆ ಕೊಪ್ಪಳ: ಶ್ರೀರಾಮ ನವಮಿ ಅಂಗವಾಗಿ ಶ್ರೀರಾಮ ಮಂದಿರದಲ್ಲಿ ರಾಮನ ತೊಟ್ಟಿಲು ಕಾರ್ಯಕ್ರಮ ನಡೆಯಿತು.: [14, 1821, 366, 1834]
- logo-name: ಹೊಸ ದಿಗಂತ: [1305, 18, 1457, 55]
- rama-col2-subhead: ಬೃಹತ್ ಅನ್ನಸಂತರ್ಪಣೆ:: [543, 738, 609, 748]
- bottom3-byline: ◆ ಬಳ್ಳಾರಿ: ರಾಮನವಮಿ ಪ್ರಯುಕ್ತ ನಗರದ ವಿವಿಧೆಡೆ ಶ್ರೀರಾಮ ಮಂದಿರಗಳಲ್ಲಿ ಶುಕ್ರವಾರ ಕೋಸಂಬರಿ, ಪಾನಕ ವಿತರಿಸಲಾಯಿತು.: [747, 1821, 1123, 1834]
- upanyasa-p4: ಮುಖ್ಯ ಭಾಷಣ ಸಭಾಧ್ಯಕ್ಷತೆ ವಹಿಸಿ ಮಾತನಾಡಿದ ಶಾಲಾಭಿವೃದ್ಧಿ ಸಮಿತಿಯ ಅಧ್ಯಕ್ಷರು, ಶಿಕ್ಷಣ ಸಂಸ್ಥೆಗಳು ಮಕ್ಕಳ ಸರ್ವತೋಮುಖ ಬೆಳವಣಿಗೆಗೆ ಶ್ರಮಿಸಬೇಕು ಎಂದು ಹೇಳಿದರು. ಸಮಾರಂಭದಲ್ಲಿ ಗ್ರಾಮದ ಗಣ್ಯರು, ಪೋಷಕರು ಉಪಸ್ಥಿತರಿದ್ದರು. ಕೊನೆಯಲ್ಲಿ ವಂದನಾರ್ಪಣೆ ನೆರವೇರಿಸಲಾಯಿತು.: [861, 203, 1041, 265]
- bottom3-text: ಬೆಳಗ್ಗೆ ವಿಶೇಷ ಪೂಜೆ, ಅಭಿಷೇಕ, ಅಲಂಕಾರ ನಡೆಯಿತು. ಮಧ್ಯಾಹ್ನ ಶ್ರೀರಾಮನ ಜನ್ಮೋತ್ಸವ ನಡೆಯಿತು. ನಂತರ ಭಕ್ತರಿಗೆ ಪಾನಕ, ಕೋಸಂಬರಿ, ಮಜ್ಜಿಗೆ ವಿತರಿಸಲಾಯಿತು. ಯುವಕರು ಅಲ್ಲಲ್ಲಿ ಅರವಟ್ಟಿಗೆ ಹಾಕಿ ದಾರಿಹೋಕರಿಗೆ ತಂಪು ಪಾನೀಯ ನೀಡಿದರು. ನಗರದ ಹಲವು ಬಡಾವಣೆಗಳಲ್ಲಿ ಭಜನೆ, ಕೀರ್ತನೆ ಕಾರ್ಯಕ್ರಮಗಳು ನಡೆದವು. ಸಂಜೆ ವೇಳೆ ಮೆರವಣಿಗೆ ಜರುಗಿತು. ಪೊಲೀಸ್ ಬಂದೋಬಸ್ತ್ ಕೈಗೊಳ್ಳಲಾಗಿತ್ತು. ಸಾರ್ವಜನಿಕರು ಸಂಭ್ರಮದಿಂದ ಹಬ್ಬ ಆಚರಿಸಿದರು. ವಿವಿಧ ಸಂಘ ಸಂಸ್ಥೆಗಳು ಕಾರ್ಯಕ್ರಮ ಆಯೋಜಿಸಿದ್ದವು.: [747, 1839, 1123, 1889]
- bottom3-photo: [747, 1896, 1123, 2085]
- masthead-date: 28 ಮಾರ್ಚ್ 2026: [38, 45, 143, 61]
- police-photo: [1055, 109, 1493, 339]
- rathotsava-c1: ಬೆಳಗ್ಗೆಯಿಂದಲೇ ದೇವಸ್ಥಾನದ ಆವರಣದಲ್ಲಿ ಭಕ್ತರ ದಂಡು ನೆರೆದಿತ್ತು. ಪಂಚಾಮೃತ ಅಭಿಷೇಕ, ಮಹಾಮಂಗಳಾರತಿ ನೆರವೇರಿತು. ಮಧ್ಯಾಹ್ನ ರಥಕ್ಕೆ ಪೂಜೆ ಸಲ್ಲಿಸಿದ ಬಳಿಕ ರಥ ಎಳೆಯಲಾಯಿತು. ಗೋವಿಂದ ಗೋವಿಂದ ಘೋಷಣೆ ಮೊಳಗಿತು. ರಥಕ್ಕೆ ಬಾಳೆಹಣ್ಣು, ಉತ್ತತ್ತಿ ಎಸೆದು ಭಕ್ತರು ಹರಕೆ ತೀರಿಸಿದರು. ಮಹಿಳೆಯರು ಆರತಿ ಬೆಳಗಿದರು. ವಿವಿಧ ಕಲಾತಂಡಗಳು ರಥದ ಮುಂದೆ ಸಾಗಿ ಗಮನ ಸೆಳೆದವು.: [672, 1113, 845, 1202]
- kirusuddi-brand-part2: ಸುದ್ದಿ: [96, 111, 137, 140]
- watermelon-article: [1048, 484, 1478, 1014]
- sabhe-c1: ಸಭೆಯಲ್ಲಿ ವಿವಿಧ ಇಲಾಖೆಗಳ ಪ್ರಗತಿ ಪರಿಶೀಲನೆ ನಡೆಸಲಾಯಿತು. ಕುಡಿಯುವ ನೀರು, ಆರೋಗ್ಯ, ಶಿಕ್ಷಣ, ಕೃಷಿ, ತೋಟಗಾರಿಕೆ, ಪಶುಸಂಗೋಪನೆ ಇಲಾಖೆಗಳ ಕಾರ್ಯಕ್ರಮಗಳ ಬಗ್ಗೆ ಚರ್ಚಿಸಲಾಯಿತು. ಬೇಸಿಗೆಯಲ್ಲಿ ಕುಡಿಯುವ ನೀರಿನ ಸಮಸ್ಯೆ ಉಂಟಾಗದಂತೆ ಮುಂಜಾಗ್ರತಾ ಕ್ರಮ ಕೈಗೊಳ್ಳಬೇಕು ಎಂದು ಸೂಚಿಸಿದರು. ಗ್ರಾಮ ಪಂಚಾಯಿತಿ ಮಟ್ಟದಲ್ಲಿ ನೀರಿನ ಮೂಲಗಳನ್ನು ಗುರುತಿಸಿ ಸಿದ್ಧತೆ ಮಾಡಿಕೊಳ್ಳಬೇಕು. ಕೈಪಂಪ್ ದುರಸ್ತಿ ಕಾರ್ಯವನ್ನು ತಕ್ಷಣ ಕೈಗೊಳ್ಳಬೇಕು ಎಂದರು. ಉದ್ಯೋಗ ಖಾತ್ರಿ ಯೋಜನೆಯಡಿ ಹೆಚ್ಚಿನ ಮಾನವ ದಿನಗಳನ್ನು ಸೃಜಿಸಬೇಕು ಎಂದು ಅಧಿಕಾರಿಗಳಿಗೆ ತಿಳಿಸಿದರು.: [297, 1288, 470, 1416]
- weather-strip: [167, 73, 1205, 94]
- sun-icon: [1276, 29, 1299, 52]
- masthead-title-block: [167, 11, 1205, 101]
- water-photo: [1048, 1069, 1485, 1203]
- kirusuddi-brand: [14, 109, 282, 144]
- bottom2-byline: ◆ ಬಳ್ಳಾರಿ: ನಗರದ ಸಿರುಗುಪ್ಪ ರಸ್ತೆಯಲ್ಲಿರುವ ಶ್ರೀರಾಮ ಮಂದಿರದಲ್ಲಿ ಶ್ರೀರಾಮ ಸೀತಾ ಕಲ್ಯಾಣೋತ್ಸವ ವಿಜೃಂಭಣೆಯಿಂದ ನೆರವೇರಿತು.: [381, 1992, 549, 2032]
- rama-feature: [297, 484, 1034, 1014]
- weather-min-label: ಕನಿಷ್ಠ: [693, 77, 713, 91]
- watermelon-photo: [1048, 706, 1478, 844]
